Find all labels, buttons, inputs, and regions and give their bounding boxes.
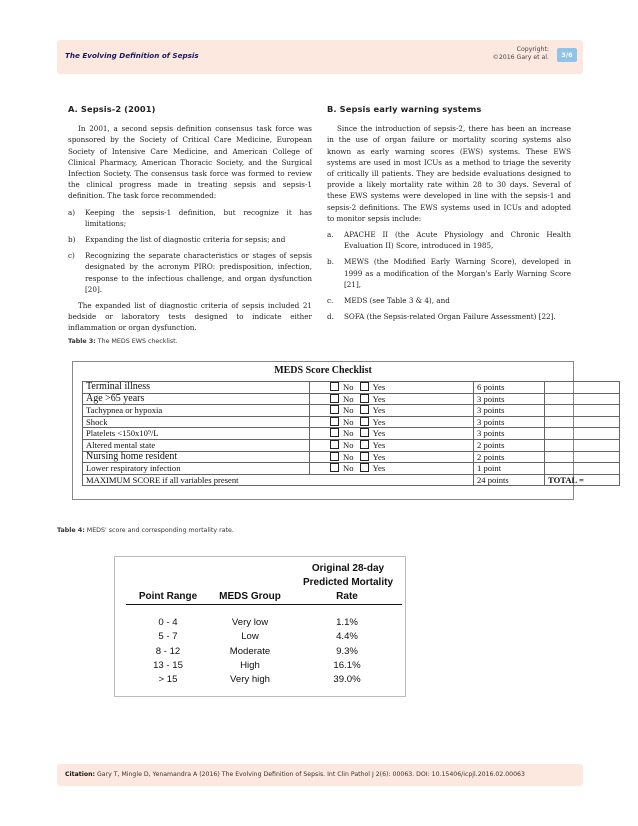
- list-marker: b): [68, 235, 76, 245]
- citation-text: Gary T, Mingle D, Yenamandra A (2016) The Evolving Definition of Sepsis. Int Clin Pathol J 2(6): 00063. DOI: 10.15406/icpjl.2016.02.00063: [95, 771, 525, 778]
- points-value: 6 points: [474, 382, 545, 394]
- criterion-label: Tachypnea or hypoxia: [83, 405, 310, 417]
- list-item: [68, 207, 312, 229]
- list-item-text: APACHE II (the Acute Physiology and Chronic Health Evaluation II) Score, introduced in 1985,: [344, 230, 571, 251]
- max-score-row: [83, 474, 620, 486]
- max-score-label: MAXIMUM SCORE if all variables present: [83, 474, 474, 486]
- col-header-point-range: Point Range: [138, 591, 198, 602]
- yes-label: Yes: [372, 405, 386, 416]
- caption-text: MEDS' score and corresponding mortality rate.: [84, 527, 234, 534]
- total-cell: [545, 382, 620, 394]
- points-value: 3 points: [474, 393, 545, 405]
- page-header: [57, 40, 583, 74]
- list-item: [68, 250, 312, 295]
- running-title: The Evolving Definition of Sepsis: [65, 51, 199, 60]
- list-marker: a.: [327, 230, 334, 240]
- list-item-text: MEWS (the Modified Early Warning Score), developed in 1999 as a modification of the Morgan's Early Warning Score [21],: [344, 257, 571, 289]
- table-row: [83, 382, 620, 394]
- mortality-rate-cell: 39.0%: [333, 674, 361, 686]
- no-label: No: [343, 382, 354, 392]
- table-row: [83, 463, 620, 475]
- ews-list: [327, 229, 571, 322]
- page-number-badge: 3/6: [557, 48, 577, 62]
- list-marker: b.: [327, 257, 334, 267]
- points-value: 2 points: [474, 439, 545, 451]
- table-row: [83, 393, 620, 405]
- yes-no-choice: [310, 382, 474, 394]
- mortality-range-cell: 0 - 4: [158, 617, 178, 628]
- no-checkbox[interactable]: [330, 452, 339, 461]
- yes-checkbox[interactable]: [360, 394, 369, 403]
- list-item: [327, 295, 571, 306]
- list-item: [327, 311, 571, 322]
- no-label: No: [343, 439, 354, 450]
- no-label: No: [343, 428, 354, 439]
- right-column: [327, 104, 571, 327]
- points-value: 2 points: [474, 451, 545, 463]
- list-item: [327, 256, 571, 290]
- yes-checkbox[interactable]: [360, 463, 369, 472]
- citation-label: Citation:: [65, 771, 96, 778]
- points-value: 3 points: [474, 428, 545, 440]
- table-row: [83, 405, 620, 417]
- citation: [65, 771, 525, 778]
- criterion-label: Platelets <150x10⁹/L: [83, 428, 310, 440]
- yes-label: Yes: [372, 393, 386, 404]
- list-marker: a): [68, 207, 76, 217]
- yes-label: Yes: [372, 463, 386, 474]
- table-3-caption: [68, 338, 178, 345]
- criterion-label: Shock: [83, 416, 310, 428]
- list-item-text: MEDS (see Table 3 & 4), and: [344, 296, 450, 306]
- mortality-header-line2: Predicted Mortality: [302, 577, 394, 588]
- total-label: TOTAL =: [545, 474, 620, 486]
- yes-no-choice: [310, 405, 474, 417]
- criterion-label: Terminal illness: [83, 382, 310, 394]
- mortality-range-cell: 13 - 15: [153, 659, 183, 671]
- mortality-range-cell: > 15: [158, 674, 178, 686]
- yes-checkbox[interactable]: [360, 405, 369, 414]
- points-value: 3 points: [474, 416, 545, 428]
- meds-checklist-title: MEDS Score Checklist: [274, 365, 372, 376]
- paragraph: Since the introduction of sepsis-2, there has been an increase in the use of organ failure or mortality scoring systems also known as early warning scores (EWS) systems. These EWS systems are used in most ICUs as a method to triage the severity of critically ill patients. They are bedside evaluations designed to provide a likely mortality rate within 28 to 30 days. Several of these EWS systems were developed in line with the sepsis-1 and sepsis-2 definitions. The EWS systems used in ICUs and adopted to monitor sepsis include:: [327, 124, 571, 223]
- list-marker: c): [68, 251, 75, 261]
- no-checkbox[interactable]: [330, 382, 339, 391]
- yes-no-choice: [310, 416, 474, 428]
- page-footer: [57, 764, 583, 786]
- total-cell: [545, 439, 620, 451]
- mortality-group-cell: Moderate: [229, 645, 271, 657]
- mortality-group-cell: Very low: [231, 617, 269, 628]
- mortality-header-line1: Original 28-day: [311, 563, 385, 574]
- no-label: No: [343, 463, 354, 474]
- points-value: 1 point: [474, 463, 545, 475]
- list-item-text: SOFA (the Sepsis-related Organ Failure Assessment) [22].: [344, 312, 556, 322]
- mortality-group-cell: Low: [241, 631, 259, 643]
- recommendation-list: [68, 207, 312, 295]
- list-item-text: Recognizing the separate characteristics or stages of sepsis designated by the acronym PIRO: predisposition, infection, response to the infectious challenge, and organ dysfunction [20].: [85, 251, 312, 294]
- mortality-rate-cell: 9.3%: [336, 645, 358, 657]
- table-row: [83, 416, 620, 428]
- yes-no-choice: [310, 463, 474, 475]
- section-title-sepsis-2: A. Sepsis-2 (2001): [68, 104, 156, 114]
- no-checkbox[interactable]: [330, 463, 339, 472]
- no-checkbox[interactable]: [330, 440, 339, 449]
- col-header-meds-group: MEDS Group: [219, 591, 281, 602]
- section-title-ews: B. Sepsis early warning systems: [327, 104, 482, 114]
- total-cell: [545, 428, 620, 440]
- table-row: [83, 439, 620, 451]
- mortality-rate-cell: 4.4%: [336, 631, 358, 643]
- mortality-group-cell: High: [240, 659, 260, 671]
- total-cell: [545, 393, 620, 405]
- yes-checkbox[interactable]: [360, 382, 369, 391]
- no-label: No: [343, 416, 354, 427]
- criterion-label: Lower respiratory infection: [83, 463, 310, 475]
- yes-no-choice: [310, 428, 474, 440]
- caption-text: The MEDS EWS checklist.: [95, 338, 178, 345]
- table-row: [83, 451, 620, 463]
- mortality-group-cell: Very high: [229, 674, 270, 686]
- list-marker: c.: [327, 296, 334, 306]
- yes-checkbox[interactable]: [360, 428, 369, 437]
- yes-label: Yes: [372, 416, 386, 427]
- yes-checkbox[interactable]: [360, 417, 369, 426]
- left-column: [68, 104, 312, 339]
- no-label: No: [343, 451, 354, 462]
- no-checkbox[interactable]: [330, 405, 339, 414]
- yes-label: Yes: [372, 439, 386, 450]
- table-row: [83, 428, 620, 440]
- paragraph: The expanded list of diagnostic criteria of sepsis included 21 bedside or laboratory tests designed to indicate either inflammation or organ dysfunction.: [68, 301, 312, 333]
- no-checkbox[interactable]: [330, 417, 339, 426]
- copyright: [493, 46, 549, 62]
- criterion-label: Age >65 years: [83, 393, 310, 405]
- table-4-caption: [57, 527, 234, 534]
- yes-label: Yes: [372, 382, 386, 392]
- list-item-text: Expanding the list of diagnostic criteria for sepsis; and: [85, 235, 286, 245]
- yes-no-choice: [310, 439, 474, 451]
- no-label: No: [343, 405, 354, 416]
- total-cell: [545, 451, 620, 463]
- yes-checkbox[interactable]: [360, 440, 369, 449]
- mortality-rate-cell: 16.1%: [333, 659, 361, 671]
- mortality-range-cell: 8 - 12: [155, 645, 181, 657]
- list-item: [327, 229, 571, 251]
- no-label: No: [343, 393, 354, 404]
- points-value: 3 points: [474, 405, 545, 417]
- paragraph: In 2001, a second sepsis definition consensus task force was sponsored by the Society of Critical Care Medicine, European Society of Intensive Care Medicine, and American College of Clinical Pharmacy, American Thoracic Society, and the Surgical Infection Society. The consensus task force was formed to review the clinical progress made in treating sepsis and sepsis-1 definition. The task force recommended:: [68, 124, 312, 201]
- yes-label: Yes: [372, 451, 386, 462]
- list-item-text: Keeping the sepsis-1 definition, but recognize it has limitations;: [85, 207, 312, 228]
- meds-checklist-table: [82, 381, 620, 486]
- yes-checkbox[interactable]: [360, 452, 369, 461]
- mortality-range-cell: 5 - 7: [158, 631, 178, 643]
- total-cell: [545, 463, 620, 475]
- criterion-label: Nursing home resident: [83, 451, 310, 463]
- criterion-label: Altered mental state: [83, 439, 310, 451]
- col-header-rate: Rate: [336, 591, 358, 602]
- yes-no-choice: [310, 393, 474, 405]
- yes-label: Yes: [372, 428, 386, 439]
- copyright-holder: ©2016 Gary et al.: [492, 54, 549, 61]
- no-checkbox[interactable]: [330, 394, 339, 403]
- caption-label: Table 4:: [57, 527, 85, 534]
- mortality-rate-cell: 1.1%: [336, 617, 358, 628]
- max-score-points: 24 points: [474, 474, 545, 486]
- list-marker: d.: [327, 312, 334, 322]
- mortality-header-rule: [126, 604, 402, 605]
- no-checkbox[interactable]: [330, 428, 339, 437]
- total-cell: [545, 405, 620, 417]
- total-cell: [545, 416, 620, 428]
- list-item: [68, 234, 312, 245]
- copyright-label: Copyright:: [516, 46, 549, 53]
- yes-no-choice: [310, 451, 474, 463]
- caption-label: Table 3:: [68, 338, 96, 345]
